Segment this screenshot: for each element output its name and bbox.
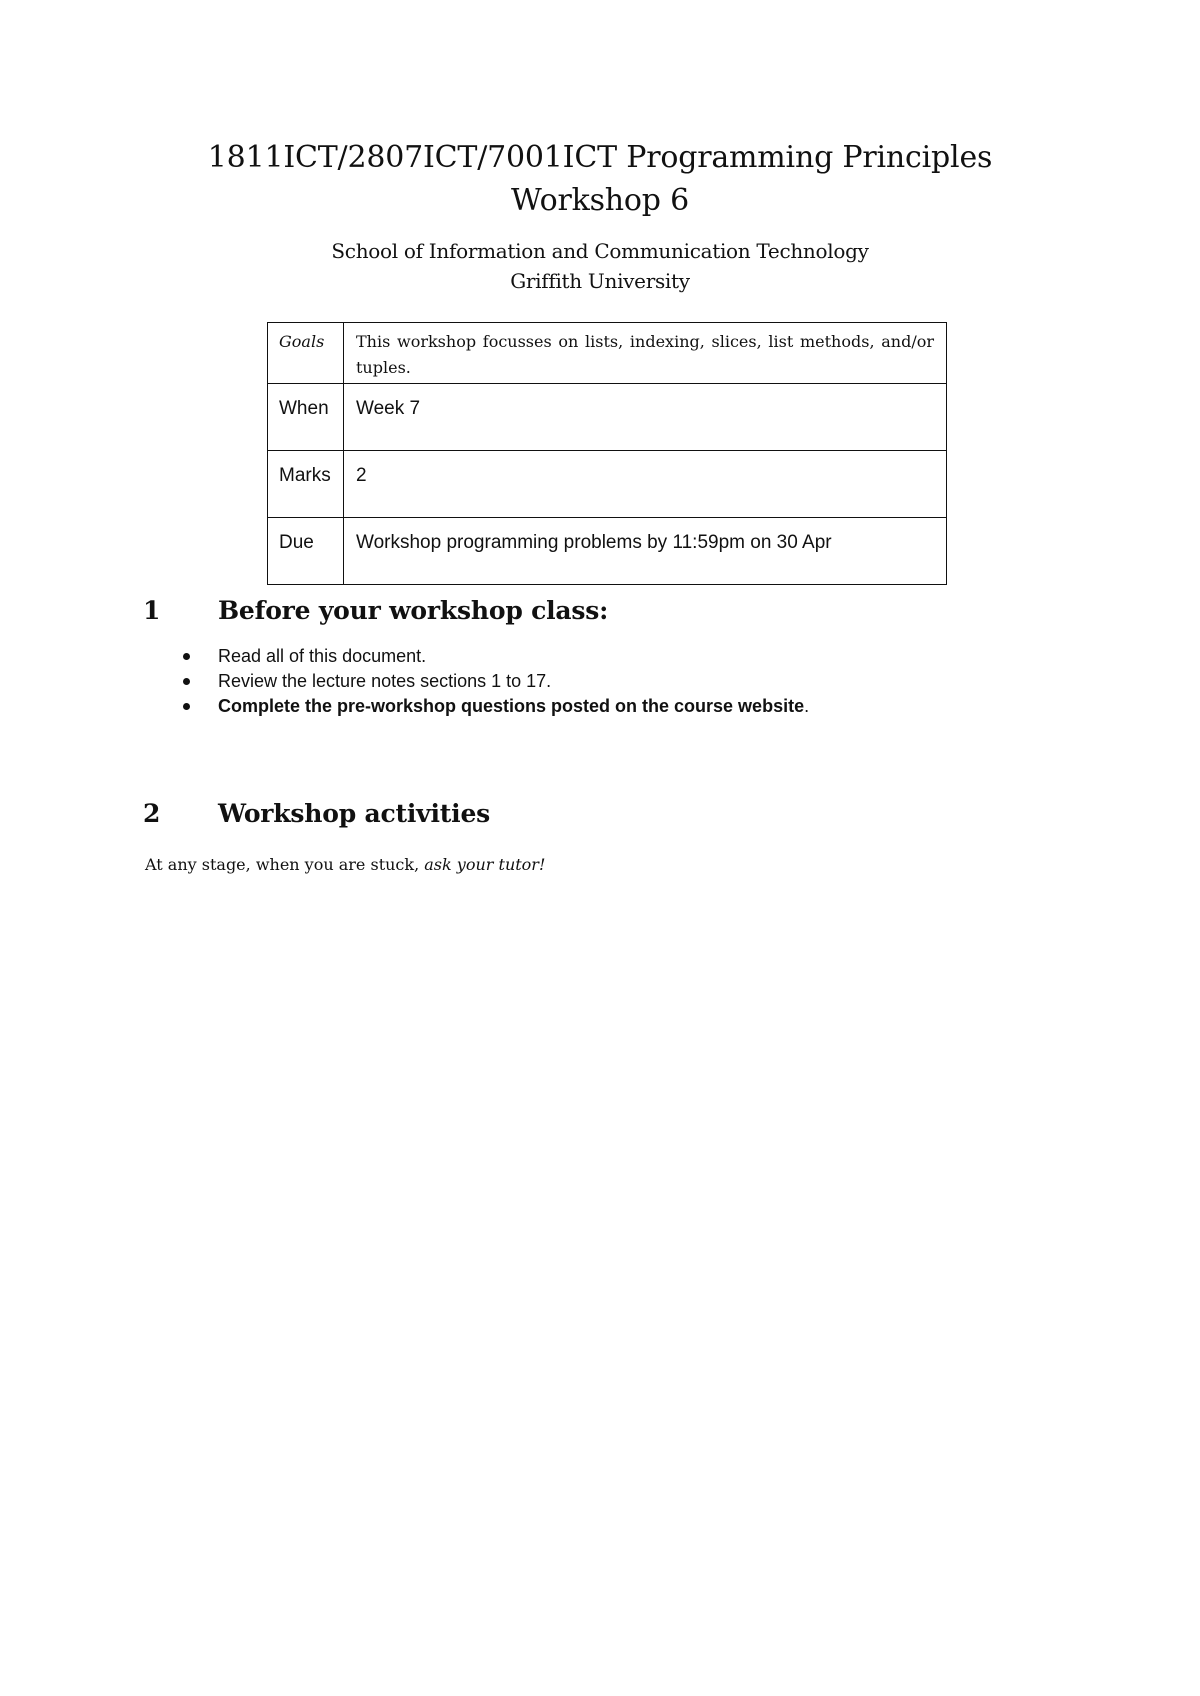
university-name: Griffith University bbox=[510, 269, 690, 293]
goals-value: This workshop focusses on lists, indexing, slices, list methods, and/or tuples. bbox=[344, 323, 947, 384]
marks-label: Marks bbox=[268, 451, 344, 518]
when-label: When bbox=[268, 384, 344, 451]
list-item bbox=[180, 669, 809, 694]
workshop-info-table bbox=[267, 322, 947, 585]
section-2-title: Workshop activities bbox=[218, 799, 491, 828]
paragraph-emphasis: ask your tutor! bbox=[424, 855, 546, 874]
section-2-number: 2 bbox=[143, 799, 161, 828]
table-row-goals bbox=[268, 323, 947, 384]
table-row-when bbox=[268, 384, 947, 451]
list-item-text: Review the lecture notes sections 1 to 17. bbox=[218, 671, 552, 691]
title-workshop-line: Workshop 6 bbox=[511, 183, 689, 218]
table-row-marks bbox=[268, 451, 947, 518]
section-1-number: 1 bbox=[143, 596, 161, 625]
bullet-icon bbox=[183, 703, 190, 710]
marks-value: 2 bbox=[344, 451, 947, 518]
due-value: Workshop programming problems by 11:59pm on 30 Apr bbox=[344, 518, 947, 585]
document-title bbox=[0, 136, 1200, 222]
when-value: Week 7 bbox=[344, 384, 947, 451]
section-2-paragraph bbox=[145, 853, 545, 877]
section-1-heading bbox=[143, 594, 608, 628]
paragraph-text: At any stage, when you are stuck, bbox=[145, 855, 425, 874]
list-item bbox=[180, 694, 809, 719]
section-1-title: Before your workshop class: bbox=[218, 596, 609, 625]
section-2-heading bbox=[143, 797, 490, 831]
school-name: School of Information and Communication Technology bbox=[331, 239, 869, 263]
bullet-icon bbox=[183, 678, 190, 685]
table-row-due bbox=[268, 518, 947, 585]
list-item bbox=[180, 644, 809, 669]
list-item-text: Read all of this document. bbox=[218, 646, 427, 666]
title-course-line: 1811ICT/2807ICT/7001ICT Programming Principles bbox=[207, 140, 993, 175]
bullet-icon bbox=[183, 653, 190, 660]
document-subtitle bbox=[0, 236, 1200, 296]
goals-label: Goals bbox=[268, 323, 344, 384]
list-item-period: . bbox=[804, 696, 810, 716]
due-label: Due bbox=[268, 518, 344, 585]
before-class-list bbox=[180, 644, 809, 719]
list-item-text-bold: Complete the pre-workshop questions posted on the course website bbox=[218, 696, 805, 716]
